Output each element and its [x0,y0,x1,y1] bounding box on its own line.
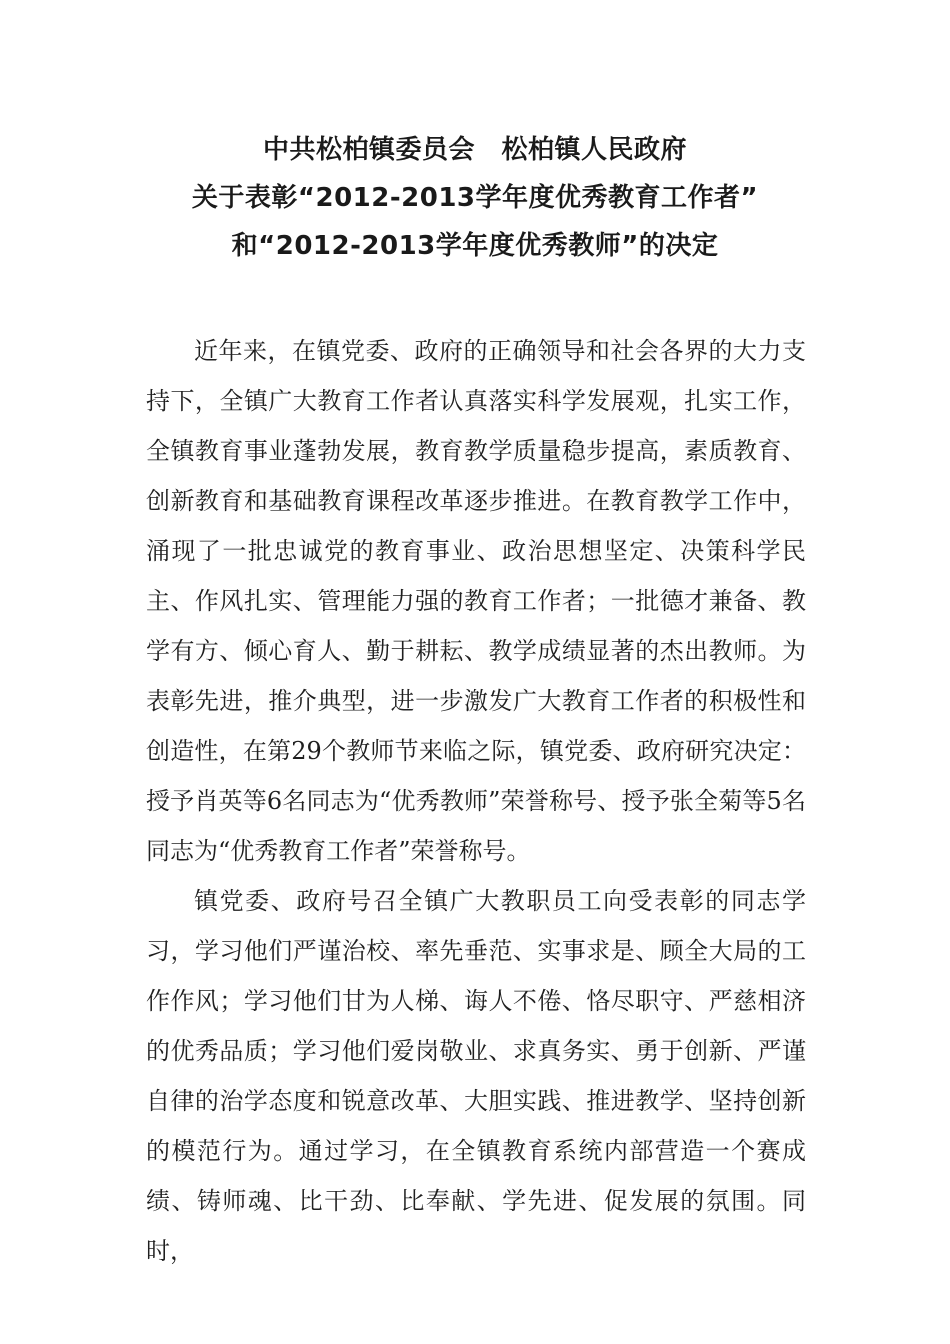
paragraph-commendation: 近年来，在镇党委、政府的正确领导和社会各界的大力支持下，全镇广大教育工作者认真落实科学发展观，扎实工作，全镇教育事业蓬勃发展，教育教学质量稳步提高，素质教育、创新教育和基础教育课程改革逐步推进。在教育教学工作中，涌现了一批忠诚党的教育事业、政治思想坚定、决策科学民主、作风扎实、管理能力强的教育工作者；一批德才兼备、教学有方、倾心育人、勤于耕耘、教学成绩显著的杰出教师。为表彰先进，推介典型，进一步激发广大教育工作者的积极性和创造性，在第29个教师节来临之际，镇党委、政府研究决定：授予肖英等6名同志为“优秀教师”荣誉称号、授予张全菊等5名同志为“优秀教育工作者”荣誉称号。 [146,337,806,865]
title-line-subject: 关于表彰“2012-2013学年度优秀教育工作者” [191,183,759,213]
title-line-issuers: 中共松柏镇委员会 松柏镇人民政府 [262,135,687,165]
document-title [0,126,950,270]
paragraph-call-to-learn: 镇党委、政府号召全镇广大教职员工向受表彰的同志学习，学习他们严谨治校、率先垂范、实事求是、顾全大局的工作作风；学习他们甘为人梯、诲人不倦、恪尽职守、严慈相济的优秀品质；学习他们爱岗敬业、求真务实、勇于创新、严谨自律的治学态度和锐意改革、大胆实践、推进教学、坚持创新的模范行为。通过学习，在全镇教育系统内部营造一个赛成绩、铸师魂、比干劲、比奉献、学先进、促发展的氛围。同时， [146,887,806,1265]
document-body [146,326,806,1276]
title-line-decision: 和“2012-2013学年度优秀教师”的决定 [231,231,719,261]
